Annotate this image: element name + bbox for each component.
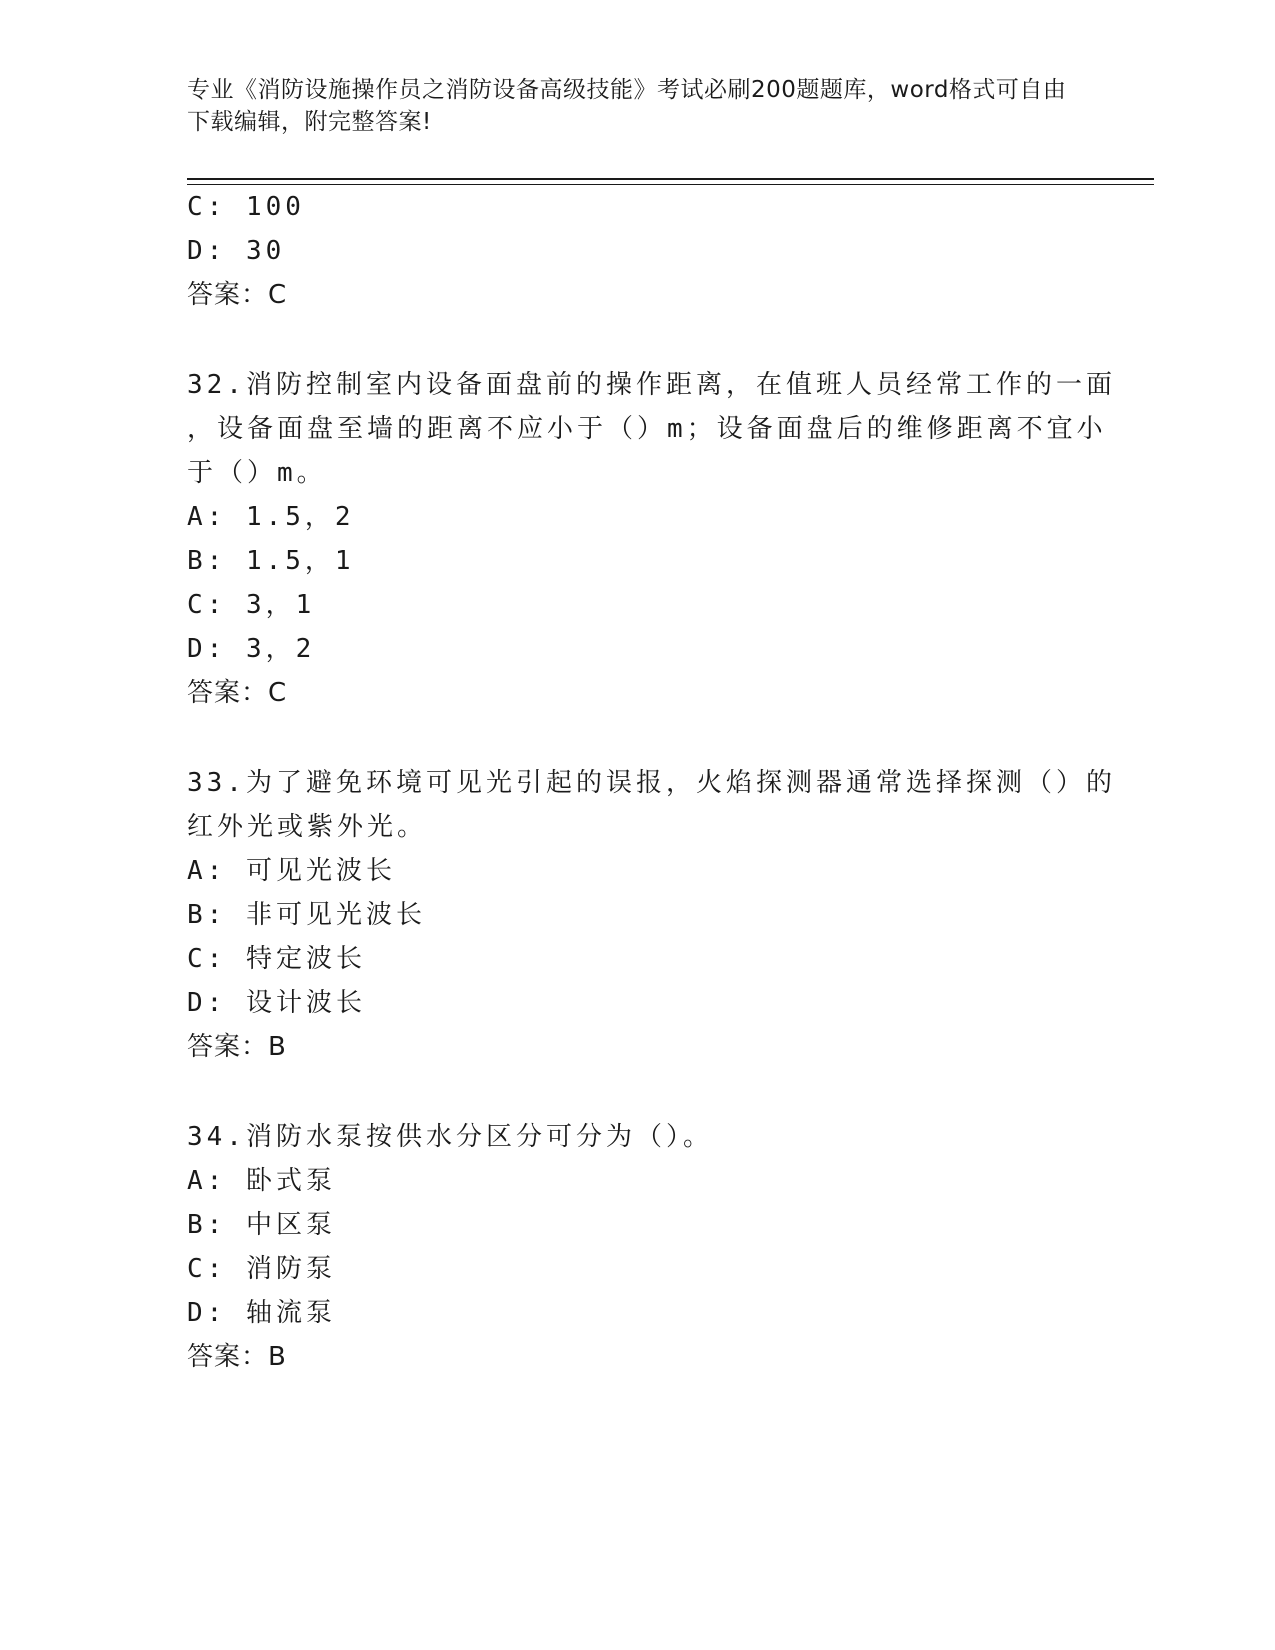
question-33-option-d: D: 设计波长	[187, 988, 366, 1018]
question-32-text-line-2: ，设备面盘至墙的距离不应小于（）m；设备面盘后的维修距离不宜小	[187, 414, 1107, 444]
question-34-text-line-1: 34.消防水泵按供水分区分可分为（）。	[187, 1122, 713, 1152]
question-33-text-line-1: 33.为了避免环境可见光引起的误报，火焰探测器通常选择探测（）的	[187, 768, 1116, 798]
header-divider-thin	[187, 184, 1154, 185]
question-34-option-d: D: 轴流泵	[187, 1298, 336, 1328]
question-33-option-b: B: 非可见光波长	[187, 900, 426, 930]
question-33-option-c: C: 特定波长	[187, 944, 366, 974]
question-34-answer: 答案：B	[187, 1342, 287, 1372]
question-32-text-line-1: 32.消防控制室内设备面盘前的操作距离，在值班人员经常工作的一面	[187, 370, 1116, 400]
question-32-text-line-3: 于（）m。	[187, 458, 327, 488]
question-32-option-d: D: 3，2	[187, 634, 316, 664]
question-33-text-line-2: 红外光或紫外光。	[187, 812, 428, 842]
question-33-answer: 答案：B	[187, 1032, 287, 1062]
header-divider-thick	[187, 178, 1154, 180]
question-33-option-a: A: 可见光波长	[187, 856, 396, 886]
question-32-answer: 答案：C	[187, 678, 288, 708]
question-32-option-b: B: 1.5，1	[187, 546, 355, 576]
question-34-option-c: C: 消防泵	[187, 1254, 336, 1284]
question-34-option-a: A: 卧式泵	[187, 1166, 336, 1196]
option-d: D: 30	[187, 236, 286, 266]
question-34-option-b: B: 中区泵	[187, 1210, 336, 1240]
question-32-option-a: A: 1.5，2	[187, 502, 355, 532]
question-32-option-c: C: 3，1	[187, 590, 316, 620]
answer-label: 答案：C	[187, 280, 288, 310]
option-c: C: 100	[187, 192, 305, 222]
document-header: 专业《消防设施操作员之消防设备高级技能》考试必刷200题题库，word格式可自由下载编辑，附完整答案!	[187, 77, 1067, 135]
